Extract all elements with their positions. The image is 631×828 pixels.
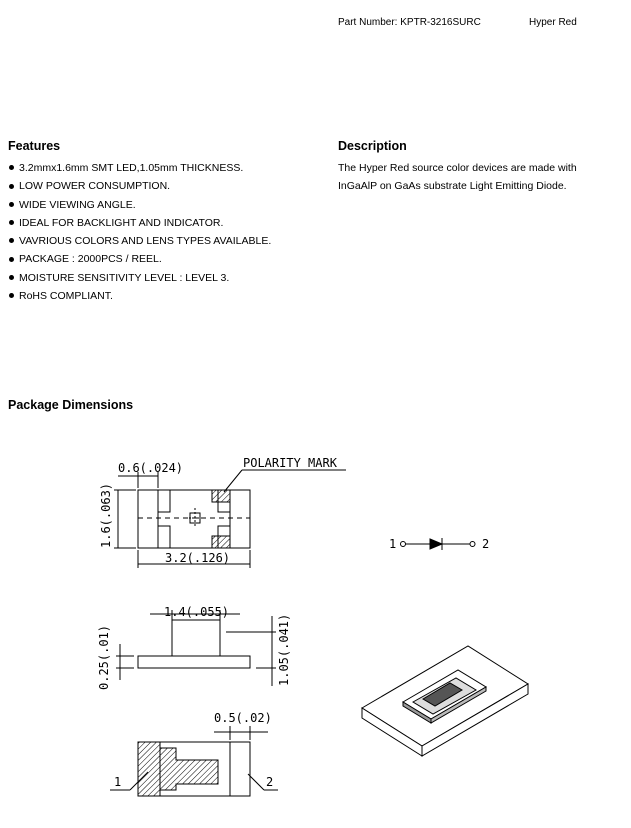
description-title: Description (338, 139, 407, 153)
features-title: Features (8, 139, 61, 153)
dim-terminal-width: 0.5(.02) (214, 711, 272, 725)
polarity-label: POLARITY MARK (243, 456, 337, 470)
pin1-label: 1 (114, 775, 122, 789)
color-name: Hyper Red (529, 17, 577, 28)
dim-length: 3.2(.126) (165, 551, 231, 565)
side-base (138, 656, 250, 668)
bullet-icon (9, 184, 14, 189)
feature-item: PACKAGE : 2000PCS / REEL. (8, 252, 271, 270)
terminal-2-icon (470, 542, 475, 547)
description-text: The Hyper Red source color devices are made with InGaAlP on GaAs substrate Light Emitting Diode. (338, 162, 577, 192)
polarity-mark-bottom (212, 536, 230, 548)
bullet-icon (9, 220, 14, 225)
dim-pad-width: 0.6(.024) (118, 461, 184, 475)
schematic-pin2: 2 (482, 537, 490, 551)
bottom-view (110, 726, 278, 796)
side-view (116, 610, 276, 686)
bullet-icon (9, 165, 14, 170)
bullet-icon (9, 293, 14, 298)
feature-item: RoHS COMPLIANT. (8, 289, 271, 307)
bullet-icon (9, 202, 14, 207)
bullet-icon (9, 275, 14, 280)
bullet-icon (9, 257, 14, 262)
feature-item: WIDE VIEWING ANGLE. (8, 198, 271, 216)
feature-item: 3.2mmx1.6mm SMT LED,1.05mm THICKNESS. (8, 161, 271, 179)
terminal-1-icon (401, 542, 406, 547)
feature-item: MOISTURE SENSITIVITY LEVEL : LEVEL 3. (8, 271, 271, 289)
features-list (8, 161, 271, 307)
pin2-label: 2 (266, 775, 274, 789)
dim-total-thickness: 1.05(.041) (277, 613, 291, 686)
top-body-outline (138, 490, 250, 548)
package-title: Package Dimensions (8, 398, 134, 412)
iso-view (362, 646, 528, 756)
dim-base-thickness: 0.25(.01) (97, 624, 111, 690)
polarity-mark-top (212, 490, 230, 502)
bullet-icon (9, 238, 14, 243)
feature-item: IDEAL FOR BACKLIGHT AND INDICATOR. (8, 216, 271, 234)
dim-lens-width: 1.4(.055) (164, 605, 230, 619)
side-lens (172, 620, 220, 656)
part-number: Part Number: KPTR-3216SURC (338, 17, 481, 28)
package-drawing (0, 440, 631, 828)
feature-item: LOW POWER CONSUMPTION. (8, 179, 271, 197)
dim-height: 1.6(.063) (99, 482, 113, 548)
schematic-pin1: 1 (389, 537, 397, 551)
diode-icon (430, 539, 442, 549)
feature-item: VAVRIOUS COLORS AND LENS TYPES AVAILABLE. (8, 234, 271, 252)
cathode-pad (160, 748, 218, 790)
diode-schematic (401, 538, 476, 550)
